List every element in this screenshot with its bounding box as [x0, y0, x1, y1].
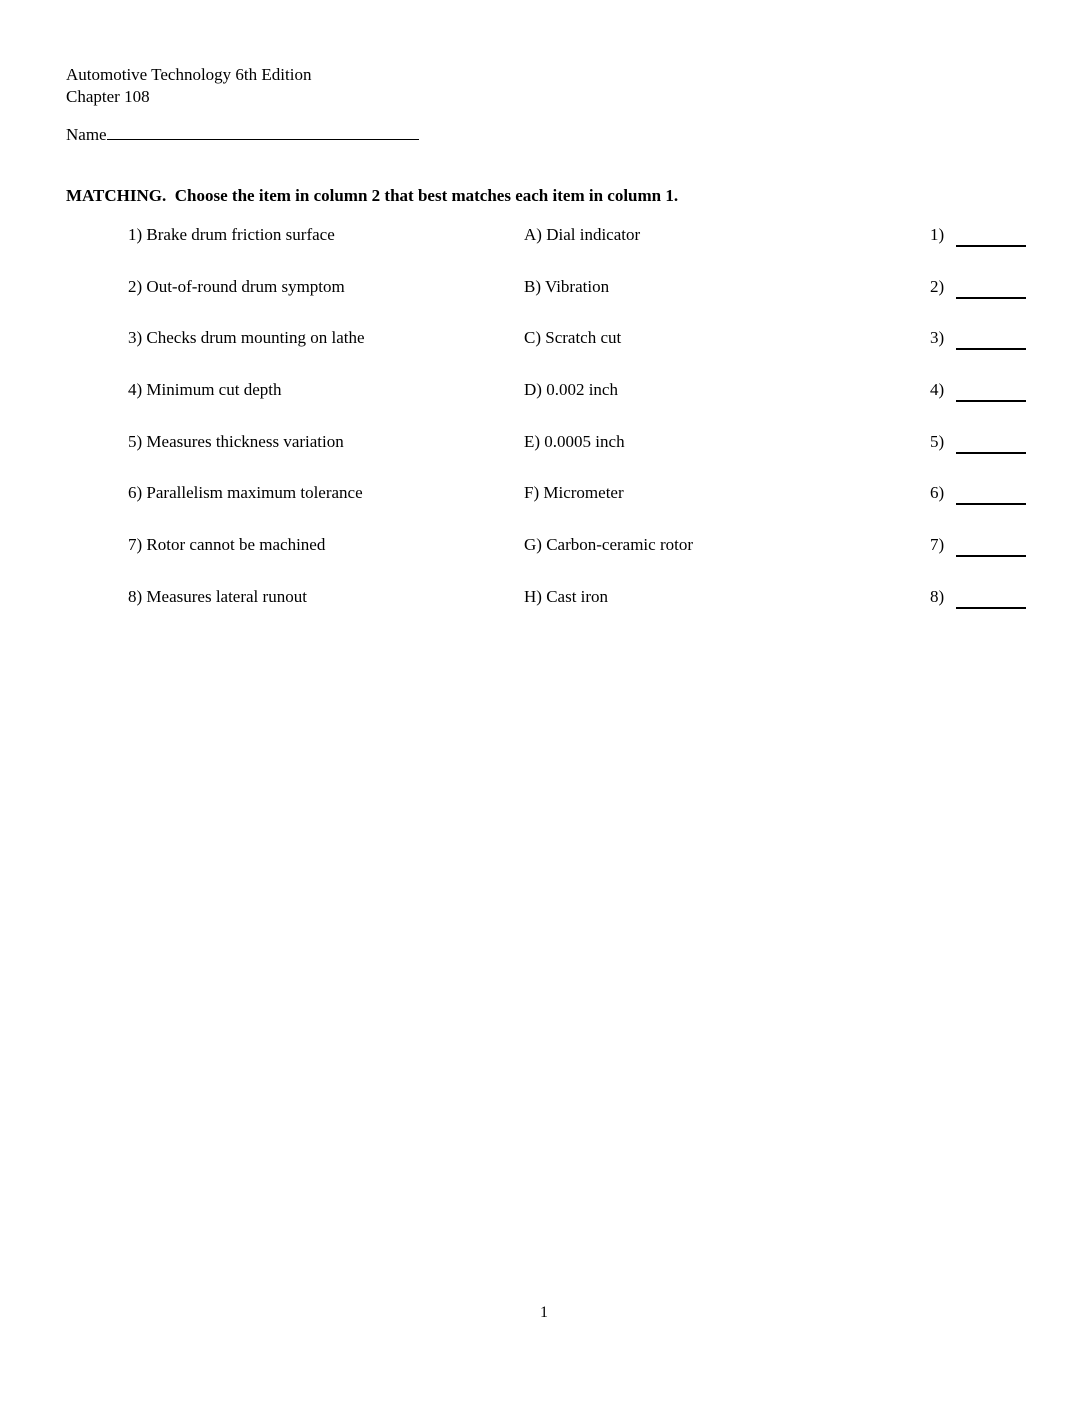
matching-instruction: MATCHING. Choose the item in column 2 that best matches each item in column 1. — [66, 186, 679, 205]
name-field-row — [66, 123, 419, 145]
document-title: Automotive Technology 6th Edition — [66, 65, 312, 84]
column2-option: C) Scratch cut — [524, 328, 622, 348]
column2-option: H) Cast iron — [524, 586, 609, 606]
matching-row-2 — [0, 277, 1088, 329]
matching-table — [0, 225, 1088, 639]
answer-number: 8) — [930, 586, 945, 606]
answer-blank-line — [956, 348, 1026, 350]
answer-number: 7) — [930, 535, 945, 555]
matching-row-8 — [0, 587, 1088, 639]
column1-item: 8) Measures lateral runout — [128, 586, 307, 606]
answer-number: 5) — [930, 431, 945, 451]
answer-blank-line — [956, 607, 1026, 609]
answer-blank-line — [956, 452, 1026, 454]
matching-row-6 — [0, 483, 1088, 535]
answer-number: 2) — [930, 276, 945, 296]
matching-row-5 — [0, 432, 1088, 484]
chapter-label: Chapter 108 — [66, 87, 150, 106]
column1-item: 5) Measures thickness variation — [128, 431, 344, 451]
answer-number: 3) — [930, 328, 945, 348]
answer-blank-line — [956, 555, 1026, 557]
column2-option: B) Vibration — [524, 276, 610, 296]
column2-option: E) 0.0005 inch — [524, 431, 625, 451]
page-number: 1 — [540, 1304, 548, 1321]
answer-blank-line — [956, 503, 1026, 505]
answer-number: 4) — [930, 380, 945, 400]
column2-option: D) 0.002 inch — [524, 380, 618, 400]
answer-blank-line — [956, 400, 1026, 402]
column1-item: 4) Minimum cut depth — [128, 380, 282, 400]
column1-item: 2) Out-of-round drum symptom — [128, 276, 345, 296]
column2-option: F) Micrometer — [524, 483, 624, 503]
answer-number: 6) — [930, 483, 945, 503]
answer-number: 1) — [930, 225, 945, 244]
matching-row-7 — [0, 535, 1088, 587]
document-header — [66, 64, 311, 108]
answer-blank-line — [956, 297, 1026, 299]
column2-option: A) Dial indicator — [524, 225, 641, 244]
matching-row-4 — [0, 380, 1088, 432]
name-label: Name — [66, 125, 107, 144]
column1-item: 1) Brake drum friction surface — [128, 225, 335, 244]
column1-item: 6) Parallelism maximum tolerance — [128, 483, 363, 503]
matching-row-1 — [0, 225, 1088, 277]
column2-option: G) Carbon-ceramic rotor — [524, 535, 693, 555]
name-blank-line — [107, 123, 419, 140]
column1-item: 3) Checks drum mounting on lathe — [128, 328, 365, 348]
column1-item: 7) Rotor cannot be machined — [128, 535, 326, 555]
matching-row-3 — [0, 328, 1088, 380]
answer-blank-line — [956, 245, 1026, 247]
